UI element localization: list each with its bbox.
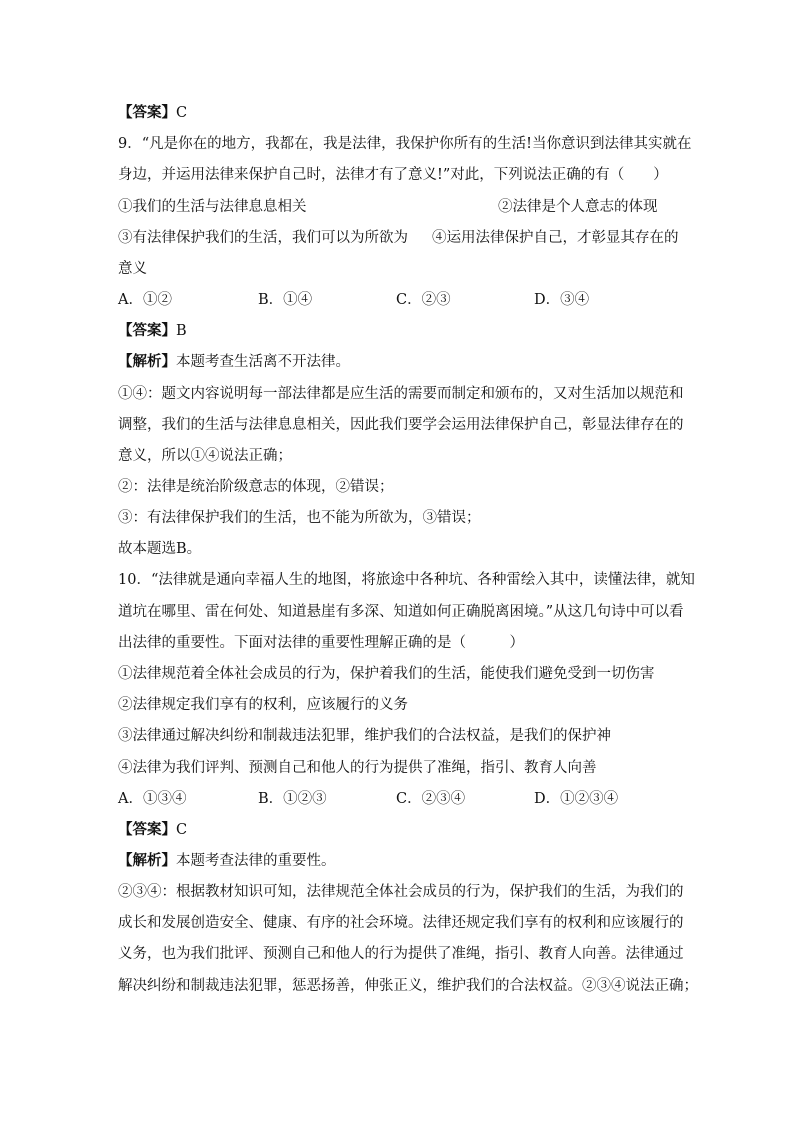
- q10-statement-1: ①法律规范着全体社会成员的行为，保护着我们的生活，能使我们避免受到一切伤害: [118, 666, 655, 682]
- q9-options: [118, 290, 678, 310]
- q10-analysis-heading: [118, 851, 676, 871]
- answer-label: 【答案】: [118, 821, 176, 838]
- q9-analysis-line-4: ②：法律是统治阶级意志的体现，②错误；: [118, 479, 394, 495]
- answer-label: 【答案】: [118, 322, 176, 339]
- q10-statement-3: ③法律通过解决纠纷和制裁违法犯罪，维护我们的合法权益，是我们的保护神: [118, 728, 611, 744]
- q9-conclusion: 故本题选B。: [118, 541, 202, 557]
- q10-statement-2: ②法律规定我们享有的权利，应该履行的义务: [118, 697, 408, 713]
- q9-statement-2: ②法律是个人意志的体现: [498, 199, 658, 215]
- q10-stem-line-3: 出法律的重要性。下面对法律的重要性理解正确的是（ ）: [118, 635, 524, 651]
- q10-options: [118, 789, 678, 809]
- q10-option-d: D．①②③④: [534, 791, 619, 807]
- q9-statement-row-1: [118, 197, 678, 217]
- q9-option-a: A．①②: [118, 292, 172, 308]
- analysis-label: 【解析】: [118, 353, 176, 370]
- q9-statement-3: ③有法律保护我们的生活，我们可以为所欲为: [118, 230, 408, 246]
- answer-value: C: [176, 822, 188, 838]
- q9-option-d: D．③④: [534, 292, 590, 308]
- q10-analysis-line-1: ②③④：根据教材知识可知，法律规范全体社会成员的行为，保护我们的生活，为我们的: [118, 884, 684, 900]
- q10-statement-4: ④法律为我们评判、预测自己和他人的行为提供了准绳，指引、教育人向善: [118, 760, 597, 776]
- q9-stem-line-2: 身边，并运用法律来保护自己时，法律才有了意义!”对此，下列说法正确的有（ ）: [118, 167, 668, 183]
- q9-statement-row-2: [118, 228, 678, 248]
- q10-analysis-line-2: 成长和发展创造安全、健康、有序的社会环境。法律还规定我们享有的权利和应该履行的: [118, 915, 684, 931]
- q9-analysis-heading: [118, 352, 676, 372]
- q9-analysis-line-3: 意义，所以①④说法正确；: [118, 448, 292, 464]
- q9-statement-1: ①我们的生活与法律息息相关: [118, 199, 307, 215]
- q9-statement-4: ④运用法律保护自己，才彰显其存在的: [432, 230, 679, 246]
- q9-analysis-line-1: ①④：题文内容说明每一部法律都是应生活的需要而制定和颁布的，又对生活加以规范和: [118, 386, 684, 402]
- q9-analysis-line-2: 调整，我们的生活与法律息息相关，因此我们要学会运用法律保护自己，彰显法律存在的: [118, 417, 684, 433]
- analysis-intro: 本题考查法律的重要性。: [176, 853, 336, 869]
- q9-answer-line: [118, 321, 676, 341]
- answer-label: 【答案】: [118, 104, 176, 121]
- q9-analysis-line-5: ③：有法律保护我们的生活，也不能为所欲为，③错误；: [118, 510, 481, 526]
- q9-option-c: C．②③: [396, 292, 451, 308]
- analysis-intro: 本题考查生活离不开法律。: [176, 354, 350, 370]
- q10-stem-line-1: 10．“法律就是通向幸福人生的地图，将旅途中各种坑、各种雷绘入其中，读懂法律，就知: [118, 572, 695, 588]
- analysis-label: 【解析】: [118, 852, 176, 869]
- q10-analysis-line-3: 义务，也为我们批评、预测自己和他人的行为提供了准绳，指引、教育人向善。法律通过: [118, 946, 684, 962]
- q10-analysis-line-4: 解决纠纷和制裁违法犯罪，惩恶扬善，伸张正义，维护我们的合法权益。②③④说法正确；: [118, 978, 698, 994]
- q10-answer-line: [118, 820, 676, 840]
- answer-value: C: [176, 105, 188, 121]
- q10-option-b: B．①②③: [258, 791, 327, 807]
- q9-stem-line-1: 9．“凡是你在的地方，我都在，我是法律，我保护你所有的生活!当你意识到法律其实就在: [118, 136, 692, 152]
- q10-option-c: C．②③④: [396, 791, 466, 807]
- q10-stem-line-2: 道坑在哪里、雷在何处、知道悬崖有多深、知道如何正确脱离困境。”从这几句诗中可以看: [118, 604, 684, 620]
- q9-statement-4-cont: 意义: [118, 261, 147, 277]
- q9-option-b: B．①④: [258, 292, 313, 308]
- answer-value: B: [176, 323, 187, 339]
- q8-answer-line: [118, 103, 676, 123]
- q10-option-a: A．①③④: [118, 791, 187, 807]
